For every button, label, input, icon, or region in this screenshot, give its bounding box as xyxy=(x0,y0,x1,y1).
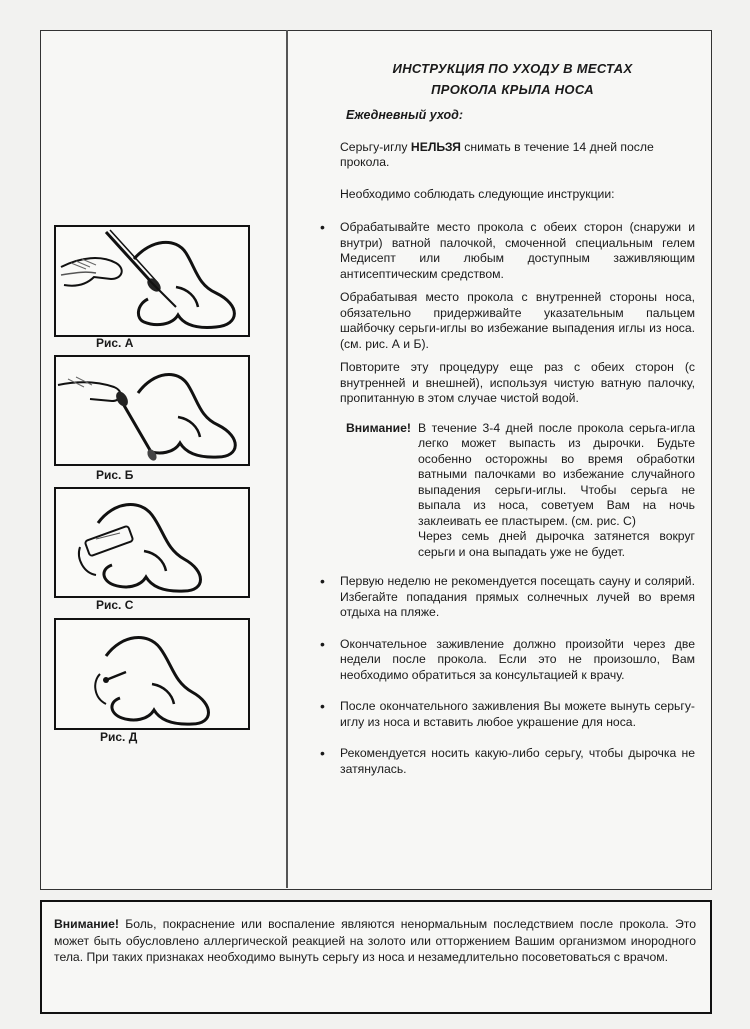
bullet-item-healing xyxy=(320,635,695,684)
healing-text: Окончательное заживление должно произойти через две недели после прокола. Если это не произошло, Вам необходимо обратиться за консультацией к врачу. xyxy=(340,636,695,682)
bottom-warning-body: Боль, покраснение или воспаление являются ненормальным последствием после прокола. Это может быть обусловлено аллергической реакцией на золото или отторжением Вашим организмом инородного тела. При таких признаках необходимо вынуть серьгу из носа и незамедлительно посоветоваться с врачом. xyxy=(54,917,696,964)
figure-c-label: Рис. С xyxy=(96,598,134,612)
cleaning-step-3: Повторите эту процедуру еще раз с обеих сторон (с внутренней и внешней), используя чистую ватную палочку, пропитанную в этом случае чистой водой. xyxy=(340,360,695,405)
bullet-icon: • xyxy=(320,635,325,652)
nose-plaster-illustration-c xyxy=(56,489,248,596)
figure-c xyxy=(54,487,250,598)
nose-cleaning-illustration-b xyxy=(56,357,248,464)
bullet-item-sauna xyxy=(320,573,695,621)
bottom-warning-label: Внимание! xyxy=(54,917,119,931)
bottom-warning-text xyxy=(54,916,696,966)
bullet-item-cleaning xyxy=(320,219,695,407)
intro-text-start: Серьгу-иглу xyxy=(340,139,411,154)
bullet-icon: • xyxy=(320,698,325,714)
warning-text-2: Через семь дней дырочка затянется вокруг серьги и она выпадать уже не будет. xyxy=(418,529,695,559)
replace-text: После окончательного заживления Вы можете вынуть серьгу-иглу из носа и вставить любое украшение для носа. xyxy=(340,699,695,729)
bullet-item-wear xyxy=(320,745,695,777)
warning-text-1: В течение 3-4 дней после прокола серьга-игла легко может выпасть из дырочки. Будьте особенно осторожны во время обработки ватными палочками во избежание случайного выпадения серьги-иглы. Чтобы серьга не выпала из носа, советуем Вам на ночь заклеивать ее пластырем. (см. рис. С) xyxy=(418,420,695,528)
figure-d xyxy=(54,618,250,730)
figure-a-label: Рис. А xyxy=(96,336,134,350)
daily-care-heading: Ежедневный уход: xyxy=(346,108,464,122)
intro-emphasis: НЕЛЬЗЯ xyxy=(410,139,461,154)
title-line-2: ПРОКОЛА КРЫЛА НОСА xyxy=(431,82,594,97)
figure-b xyxy=(54,355,250,466)
warning-label: Внимание! xyxy=(346,420,411,435)
wear-text: Рекомендуется носить какую-либо серьгу, чтобы дырочка не затянулась. xyxy=(340,746,695,776)
figure-d-label: Рис. Д xyxy=(100,730,138,744)
nose-cleaning-illustration-a xyxy=(56,227,248,335)
page-title xyxy=(330,58,695,100)
nose-healed-illustration-d xyxy=(56,620,248,728)
sauna-text: Первую неделю не рекомендуется посещать сауну и солярий. Избегайте попадания прямых солнечных лучей во время отдыха на пляже. xyxy=(340,574,695,619)
title-line-1: ИНСТРУКЦИЯ ПО УХОДУ В МЕСТАХ xyxy=(392,61,633,76)
cleaning-step-1: Обрабатывайте место прокола с обеих сторон (снаружи и внутри) ватной палочкой, смоченной специальным гелем Медисепт или любым доступным заживляющим антисептическим средством. xyxy=(340,220,695,281)
cleaning-step-2: Обрабатывая место прокола с внутренней стороны носа, обязательно придерживайте указательным пальцем шайбочку серьги-иглы во избежание выпадения иглы из носа. (см. рис. А и Б). xyxy=(340,290,695,351)
bullet-icon: • xyxy=(320,219,325,235)
instructions-column xyxy=(320,58,695,777)
figure-b-label: Рис. Б xyxy=(96,468,134,482)
warning-block xyxy=(340,421,695,561)
column-divider xyxy=(286,30,288,888)
follow-instructions-text: Необходимо соблюдать следующие инструкции: xyxy=(340,186,615,201)
intro-paragraph xyxy=(340,140,695,171)
figure-a xyxy=(54,225,250,337)
intro-text-end: снимать в течение 14 дней после прокола. xyxy=(340,139,654,169)
bullet-item-replace xyxy=(320,698,695,730)
bullet-icon: • xyxy=(320,745,325,761)
bullet-icon: • xyxy=(320,573,325,589)
